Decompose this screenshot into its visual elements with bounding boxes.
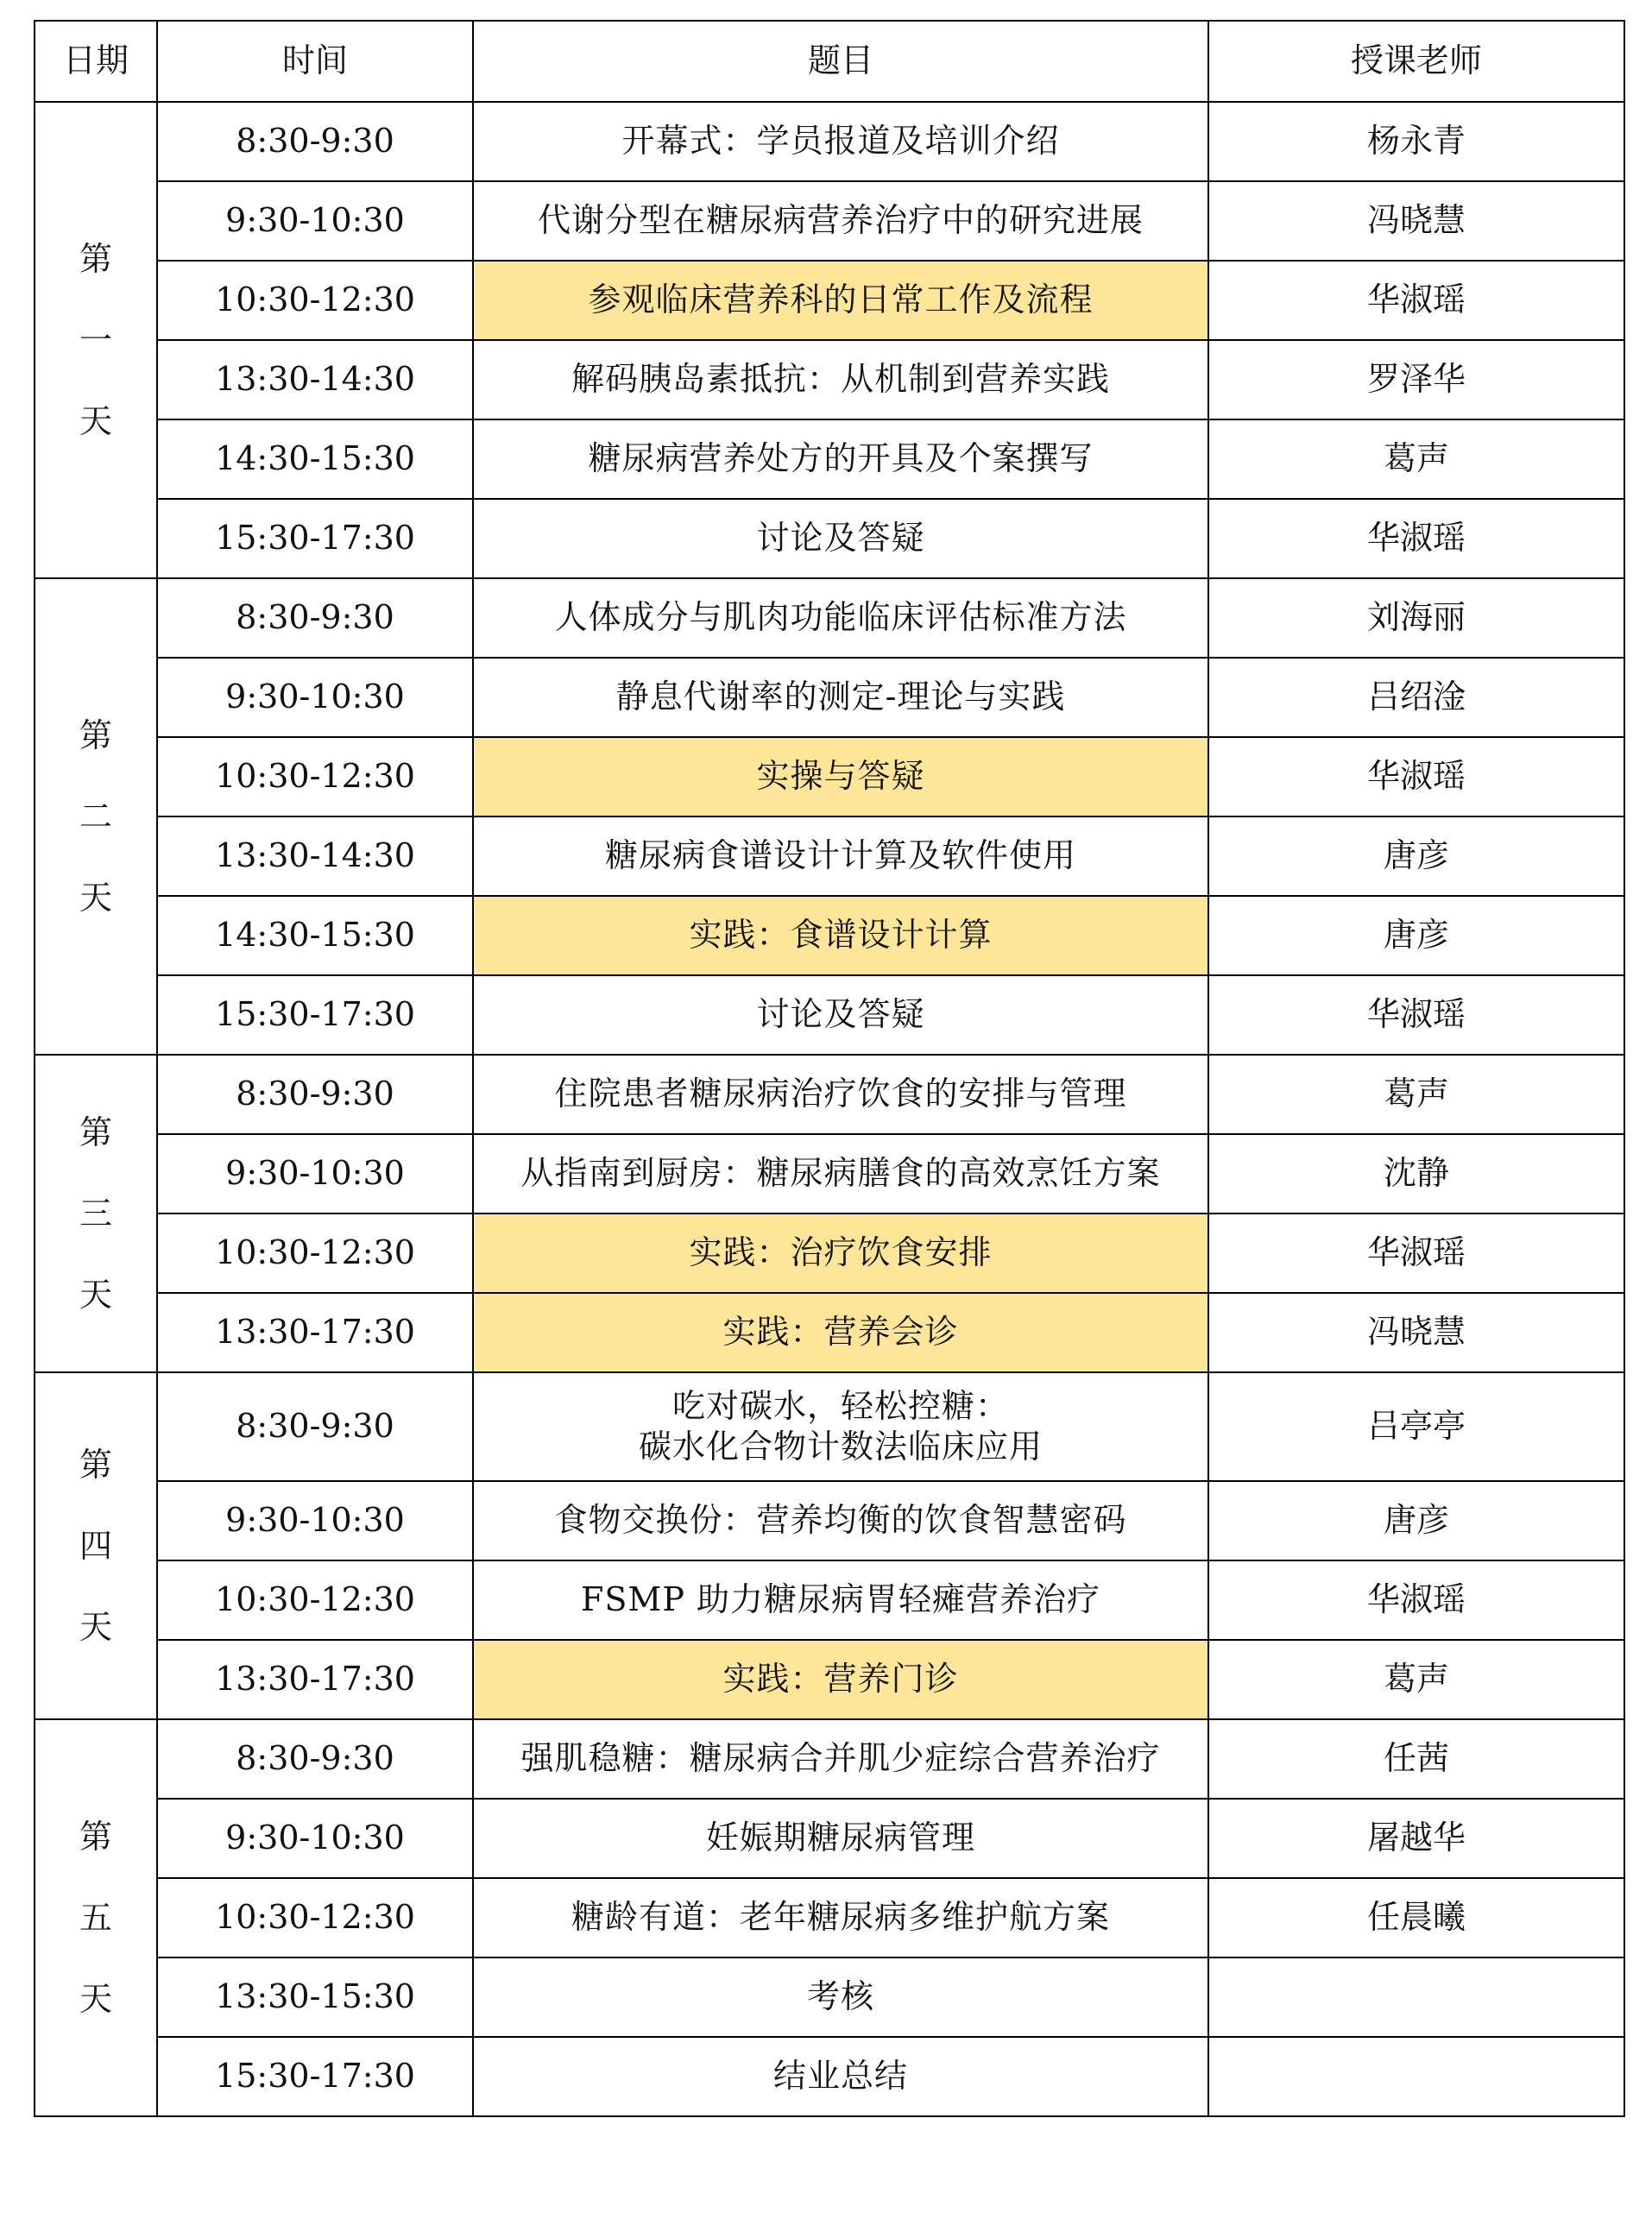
teacher-cell: 华淑瑶 xyxy=(1208,1214,1624,1293)
day-label-char: 三 xyxy=(79,1195,112,1232)
teacher-cell: 刘海丽 xyxy=(1208,578,1624,658)
topic-cell: 开幕式：学员报道及培训介绍 xyxy=(473,102,1208,181)
topic-cell: 人体成分与肌肉功能临床评估标准方法 xyxy=(473,578,1208,658)
table-row xyxy=(35,499,1624,578)
table-row xyxy=(35,1957,1624,2037)
header-row xyxy=(35,21,1624,102)
table-row xyxy=(35,896,1624,975)
table-row xyxy=(35,1481,1624,1560)
time-cell: 9:30-10:30 xyxy=(157,1799,473,1878)
topic-cell: 静息代谢率的测定-理论与实践 xyxy=(473,658,1208,737)
topic-cell: 代谢分型在糖尿病营养治疗中的研究进展 xyxy=(473,181,1208,261)
teacher-cell xyxy=(1208,1957,1624,2037)
table-row xyxy=(35,102,1624,181)
time-cell: 15:30-17:30 xyxy=(157,2037,473,2116)
teacher-cell: 冯晓慧 xyxy=(1208,181,1624,261)
table-row xyxy=(35,340,1624,419)
topic-cell: 考核 xyxy=(473,1957,1208,2037)
teacher-cell: 屠越华 xyxy=(1208,1799,1624,1878)
topic-cell: 解码胰岛素抵抗：从机制到营养实践 xyxy=(473,340,1208,419)
table-row xyxy=(35,975,1624,1055)
day-label-cell xyxy=(35,1055,157,1372)
table-body xyxy=(35,102,1624,2116)
table-row xyxy=(35,1372,1624,1481)
teacher-cell: 葛声 xyxy=(1208,419,1624,499)
topic-cell: 从指南到厨房：糖尿病膳食的高效烹饪方案 xyxy=(473,1134,1208,1214)
time-cell: 8:30-9:30 xyxy=(157,102,473,181)
topic-cell: 糖尿病食谱设计计算及软件使用 xyxy=(473,816,1208,896)
teacher-cell: 吕绍淦 xyxy=(1208,658,1624,737)
day-label-char: 第 xyxy=(79,1818,112,1856)
topic-cell: FSMP 助力糖尿病胃轻瘫营养治疗 xyxy=(473,1560,1208,1640)
day-label-char: 四 xyxy=(79,1527,112,1565)
teacher-cell: 罗泽华 xyxy=(1208,340,1624,419)
table-row xyxy=(35,1799,1624,1878)
time-cell: 13:30-14:30 xyxy=(157,816,473,896)
day-label-cell xyxy=(35,1719,157,2116)
teacher-cell: 华淑瑶 xyxy=(1208,499,1624,578)
table-row xyxy=(35,419,1624,499)
header-teacher: 授课老师 xyxy=(1208,21,1624,102)
teacher-cell: 葛声 xyxy=(1208,1055,1624,1134)
day-label-char: 天 xyxy=(79,1276,112,1314)
table-row xyxy=(35,1134,1624,1214)
topic-cell: 实践：营养门诊 xyxy=(473,1640,1208,1719)
teacher-cell xyxy=(1208,2037,1624,2116)
topic-cell: 实践：治疗饮食安排 xyxy=(473,1214,1208,1293)
topic-cell: 结业总结 xyxy=(473,2037,1208,2116)
day-label-char: 第 xyxy=(79,1113,112,1151)
table-header xyxy=(35,21,1624,102)
table-row xyxy=(35,816,1624,896)
time-cell: 8:30-9:30 xyxy=(157,578,473,658)
teacher-cell: 华淑瑶 xyxy=(1208,975,1624,1055)
topic-cell: 糖尿病营养处方的开具及个案撰写 xyxy=(473,419,1208,499)
day-label-char: 天 xyxy=(79,1980,112,2018)
topic-cell: 实操与答疑 xyxy=(473,737,1208,816)
topic-cell: 强肌稳糖：糖尿病合并肌少症综合营养治疗 xyxy=(473,1719,1208,1799)
time-cell: 15:30-17:30 xyxy=(157,975,473,1055)
time-cell: 13:30-15:30 xyxy=(157,1957,473,2037)
time-cell: 15:30-17:30 xyxy=(157,499,473,578)
topic-line: 碳水化合物计数法临床应用 xyxy=(638,1428,1043,1466)
day-label-char: 天 xyxy=(79,1608,112,1646)
day-label-char: 天 xyxy=(79,879,112,917)
time-cell: 10:30-12:30 xyxy=(157,261,473,340)
time-cell: 13:30-17:30 xyxy=(157,1640,473,1719)
schedule-table xyxy=(34,20,1625,2117)
topic-cell: 实践：食谱设计计算 xyxy=(473,896,1208,975)
teacher-cell: 唐彦 xyxy=(1208,896,1624,975)
time-cell: 14:30-15:30 xyxy=(157,419,473,499)
table-row xyxy=(35,1214,1624,1293)
table-row xyxy=(35,261,1624,340)
topic-cell xyxy=(473,1372,1208,1481)
day-label-char: 二 xyxy=(79,797,112,835)
table-row xyxy=(35,1560,1624,1640)
day-label-cell xyxy=(35,1372,157,1719)
time-cell: 8:30-9:30 xyxy=(157,1719,473,1799)
time-cell: 10:30-12:30 xyxy=(157,1214,473,1293)
time-cell: 13:30-17:30 xyxy=(157,1293,473,1372)
day-label-char: 第 xyxy=(79,716,112,754)
teacher-cell: 任茜 xyxy=(1208,1719,1624,1799)
topic-cell: 讨论及答疑 xyxy=(473,975,1208,1055)
topic-cell: 妊娠期糖尿病管理 xyxy=(473,1799,1208,1878)
time-cell: 10:30-12:30 xyxy=(157,1560,473,1640)
header-time: 时间 xyxy=(157,21,473,102)
teacher-cell: 华淑瑶 xyxy=(1208,737,1624,816)
table-row xyxy=(35,1878,1624,1957)
topic-cell: 住院患者糖尿病治疗饮食的安排与管理 xyxy=(473,1055,1208,1134)
day-label-char: 第 xyxy=(79,1446,112,1484)
topic-cell: 实践：营养会诊 xyxy=(473,1293,1208,1372)
topic-cell: 讨论及答疑 xyxy=(473,499,1208,578)
time-cell: 8:30-9:30 xyxy=(157,1055,473,1134)
teacher-cell: 沈静 xyxy=(1208,1134,1624,1214)
time-cell: 9:30-10:30 xyxy=(157,181,473,261)
table-row xyxy=(35,181,1624,261)
table-row xyxy=(35,1055,1624,1134)
teacher-cell: 葛声 xyxy=(1208,1640,1624,1719)
teacher-cell: 华淑瑶 xyxy=(1208,261,1624,340)
table-row xyxy=(35,2037,1624,2116)
day-label-char: 五 xyxy=(79,1899,112,1937)
time-cell: 8:30-9:30 xyxy=(157,1372,473,1481)
time-cell: 9:30-10:30 xyxy=(157,1134,473,1214)
day-label-cell xyxy=(35,102,157,578)
topic-line: 吃对碳水，轻松控糖： xyxy=(672,1386,1009,1425)
table-row xyxy=(35,1640,1624,1719)
time-cell: 13:30-14:30 xyxy=(157,340,473,419)
table-row xyxy=(35,658,1624,737)
teacher-cell: 吕亭亭 xyxy=(1208,1372,1624,1481)
header-topic: 题目 xyxy=(473,21,1208,102)
time-cell: 10:30-12:30 xyxy=(157,1878,473,1957)
day-label-char: 第 xyxy=(79,240,112,278)
time-cell: 10:30-12:30 xyxy=(157,737,473,816)
table-row xyxy=(35,1719,1624,1799)
day-label-char: 一 xyxy=(79,321,112,359)
day-label-cell xyxy=(35,578,157,1055)
teacher-cell: 华淑瑶 xyxy=(1208,1560,1624,1640)
time-cell: 14:30-15:30 xyxy=(157,896,473,975)
day-label-char: 天 xyxy=(79,402,112,440)
topic-cell: 糖龄有道：老年糖尿病多维护航方案 xyxy=(473,1878,1208,1957)
table-row xyxy=(35,1293,1624,1372)
teacher-cell: 唐彦 xyxy=(1208,1481,1624,1560)
teacher-cell: 任晨曦 xyxy=(1208,1878,1624,1957)
topic-cell: 食物交换份：营养均衡的饮食智慧密码 xyxy=(473,1481,1208,1560)
header-date: 日期 xyxy=(35,21,157,102)
table-row xyxy=(35,737,1624,816)
teacher-cell: 唐彦 xyxy=(1208,816,1624,896)
table-row xyxy=(35,578,1624,658)
teacher-cell: 杨永青 xyxy=(1208,102,1624,181)
time-cell: 9:30-10:30 xyxy=(157,658,473,737)
time-cell: 9:30-10:30 xyxy=(157,1481,473,1560)
teacher-cell: 冯晓慧 xyxy=(1208,1293,1624,1372)
topic-cell: 参观临床营养科的日常工作及流程 xyxy=(473,261,1208,340)
